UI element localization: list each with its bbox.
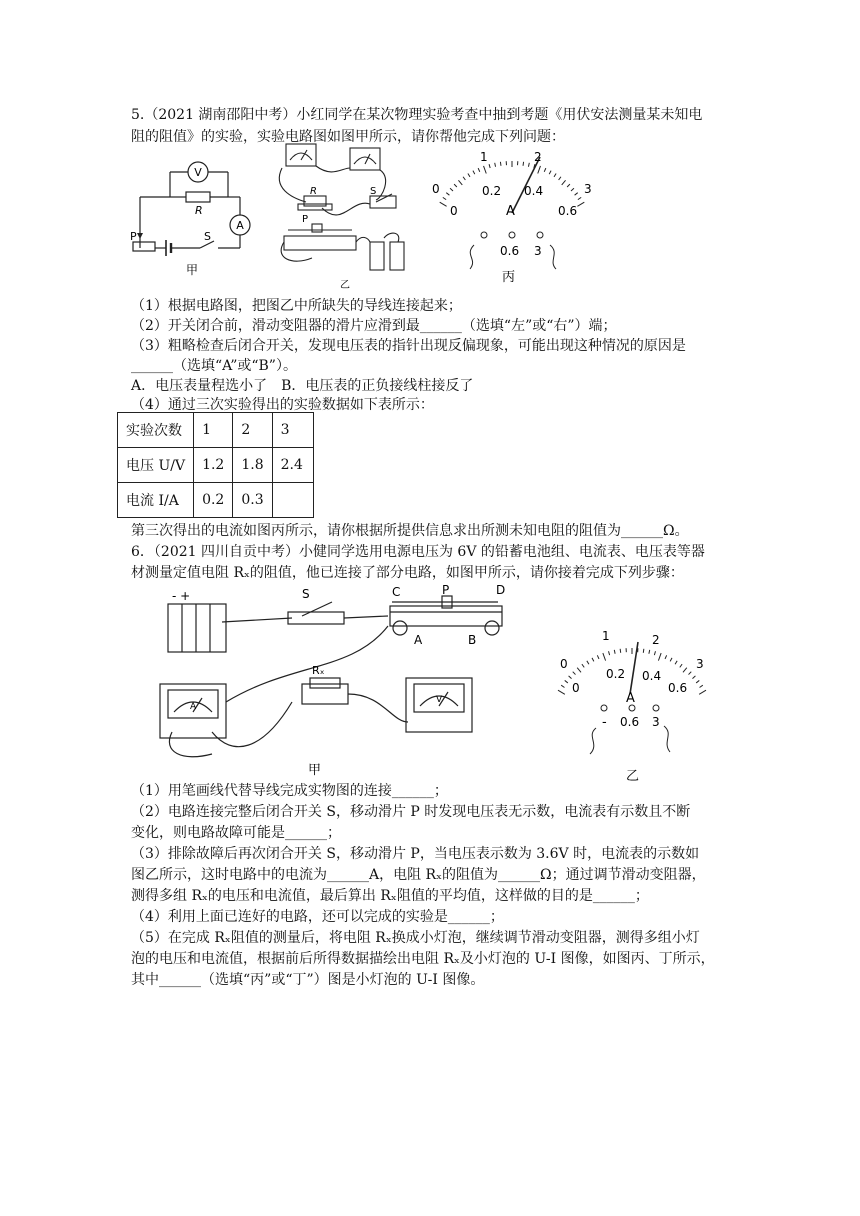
terminal-3: 3 [534,244,542,258]
dial-tick [587,661,589,664]
slider-label: P [130,230,137,243]
q6-step3c: 测得多组 Rₓ的电压和电流值，最后算出 Rₓ阻值的平均值，这样做的目的是______； [131,888,649,904]
table-cell: 1 [194,413,233,448]
dial-tick [443,197,446,199]
dial-tick [468,174,470,177]
dial-tick [699,690,706,694]
dial-outer-tick-0: 0 [560,657,568,671]
dial-tick [658,653,661,661]
q6-ammeter-dial-yi [556,622,716,784]
dial-tick [696,680,699,682]
dial-outer-tick-2: 2 [652,633,660,647]
dial-tick [523,162,524,166]
dial-tick [577,668,581,673]
fig-caption-jia: 甲 [186,263,199,277]
dial-tick [528,163,529,167]
dial-tick [620,649,621,653]
battery-terminals: - + [172,589,191,603]
dial-tick [440,202,447,206]
dial-outer-tick-0: 0 [432,182,440,196]
ammeter-face-label: A [190,702,197,712]
dial-tick [478,168,480,172]
q6-line1: 6．（2021 四川自贡中考）小健同学选用电源电压为 6V 的铅蓄电池组、电流表、电压表等器 [131,544,705,560]
q5-step4: （4）通过三次实验得出的实验数据如下表所示： [131,397,434,413]
terminal-0-6: 0.6 [620,715,640,729]
q5-apparatus-yi [272,138,422,290]
dial-tick [573,672,576,675]
terminal-0-6: 0.6 [500,244,520,258]
dial-inner-tick-1: 0.2 [482,184,502,198]
table-cell [272,483,313,518]
switch-label: S [302,587,310,601]
dial-tick [554,174,556,177]
dial-tick [446,193,449,195]
q6-step5a: （5）在完成 Rₓ阻值的测量后，将电阻 Rₓ换成小灯泡，继续调节滑动变阻器，测得多组小灯 [131,930,700,946]
q6-step2a: （2）电路连接完整后闭合开关 S，移动滑片 P 时发现电压表无示数，电流表有示数且不断 [131,804,691,820]
q5-circuit-diagram-jia [128,152,268,282]
fig-caption-jia: 甲 [308,763,322,778]
dial-tick [654,651,655,655]
dial-tick [582,664,584,667]
q6-step4: （4）利用上面已连好的电路，还可以完成的实验是______； [131,909,504,925]
dial-outer-tick-2: 2 [534,150,542,164]
dial-tick [603,653,606,661]
terminal-minus: - [602,715,607,730]
dial-outer-tick-3: 3 [584,182,592,196]
dial-tick [665,655,667,659]
dial-tick [495,163,496,167]
dial-tick [643,649,644,653]
dial-tick [689,672,692,675]
q5-step3b: ______（选填“A”或“B”）。 [131,358,297,374]
voltmeter-face-label: V [436,695,443,705]
dial-tick [500,162,501,166]
q5-data-table [117,412,314,518]
dial-tick [559,177,561,180]
dial-tick [700,685,703,687]
q6-apparatus-jia [152,582,532,782]
q5-line2: 阻的阻值》的实验，实验电路图如图甲所示，请你帮他完成下列问题： [131,129,565,145]
dial-tick [692,676,695,679]
switch-label: S [370,186,377,197]
dial-tick [569,676,572,679]
ammeter-symbol: A [236,219,244,232]
dial-tick [609,651,610,655]
table-cell: 2.4 [272,448,313,483]
dial-tick [538,166,541,174]
dial-tick [670,658,672,662]
dial-tick [473,171,475,175]
dial-tick [450,188,453,191]
q6-step5b: 泡的电压和电流值，根据前后所得数据描绘出电阻 Rₓ及小灯泡的 U-I 图像，如图丙、丁所示， [131,951,715,967]
table-cell: 3 [272,413,313,448]
fig-caption-yi: 乙 [626,769,640,784]
dial-tick [544,168,546,172]
dial-tick [565,680,568,682]
dial-tick-marks [440,161,585,206]
dial-tick [561,685,564,687]
dial-tick [649,650,650,654]
table-cell: 1.2 [194,448,233,483]
table-row [118,413,314,448]
dial-tick [675,661,677,664]
table-cell: 2 [233,413,272,448]
dial-unit: A [626,691,635,706]
dial-outer-tick-1: 1 [602,629,610,643]
dial-tick [578,197,581,199]
q5-step2: （2）开关闭合前，滑动变阻器的滑片应滑到最______（选填“左”或“右”）端； [131,318,617,334]
fig-caption-bing: 丙 [502,270,516,285]
dial-tick [592,658,594,662]
dial-tick [577,202,584,206]
dial-inner-tick-0: 0 [572,681,580,695]
slider-label: P [442,583,450,597]
resistor-label: R [195,204,203,217]
terminal-c-label: C [392,585,401,599]
table-cell: 电流 I/A [118,483,194,518]
terminal-3: 3 [652,715,660,729]
dial-tick [549,171,551,175]
dial-needle-icon [630,642,638,694]
dial-tick [463,177,465,180]
dial-inner-tick-3: 0.6 [558,204,578,218]
dial-tick [597,655,599,659]
table-cell: 0.2 [194,483,233,518]
q6-step1: （1）用笔画线代替导线完成实物图的连接______； [131,783,448,799]
dial-inner-tick-2: 0.4 [642,669,662,683]
q6-line2: 材测量定值电阻 Rₓ的阻值，他已连接了部分电路，如图甲所示，请你接着完成下列步骤： [131,565,684,581]
q6-step5c: 其中______（选填“丙”或“丁”）图是小灯泡的 U-I 图像。 [131,972,485,988]
dial-inner-tick-3: 0.6 [668,681,688,695]
q5-step3a: （3）粗略检查后闭合开关，发现电压表的指针出现反偏现象，可能出现这种情况的原因是 [131,338,686,354]
dial-outer-tick-3: 3 [696,657,704,671]
dial-tick [571,188,574,191]
dial-tick [683,668,687,673]
fig-caption-yi: 乙 [340,280,350,290]
dial-unit: A [506,204,515,219]
q5-step1: （1）根据电路图，把图乙中所缺失的导线连接起来； [131,298,462,314]
q6-step2b: 变化，则电路故障可能是______； [131,825,341,841]
table-row [118,483,314,518]
table-cell: 1.8 [233,448,272,483]
slider-arrow-icon [137,233,143,239]
table-row [118,448,314,483]
dial-tick [562,180,566,185]
q6-step3b: 图乙所示，这时电路中的电流为______A，电阻 Rₓ的阻值为______Ω；通过调节滑动变阻器， [131,867,706,883]
dial-tick [567,184,570,187]
resistor-label: R [310,186,317,197]
rx-label: Rₓ [312,664,325,677]
dial-tick [614,650,615,654]
dial-tick [558,690,565,694]
dial-inner-tick-0: 0 [450,204,458,218]
q5-step5: 第三次得出的电流如图丙所示，请你根据所提供信息求出所测未知电阻的阻值为______Ω。 [131,523,689,539]
table-cell: 实验次数 [118,413,194,448]
dial-outer-tick-1: 1 [480,150,488,164]
dial-inner-tick-1: 0.2 [606,667,626,681]
dial-tick [489,164,490,168]
q5-step3-options: A．电压表量程选小了 B．电压表的正负接线柱接反了 [131,378,474,394]
terminal-b-label: B [468,633,477,647]
dial-tick [484,166,487,174]
dial-inner-tick-2: 0.4 [524,184,544,198]
q6-step3a: （3）排除故障后再次闭合开关 S，移动滑片 P，当电压表示数为 3.6V 时，电流表的示数如 [131,846,700,862]
slider-label: P [302,214,309,225]
dial-tick [454,184,457,187]
table-cell: 电压 U/V [118,448,194,483]
dial-tick [680,664,682,667]
terminal-d-label: D [496,583,506,597]
dial-tick [458,180,462,185]
dial-tick [575,193,578,195]
switch-label: S [204,230,211,243]
q5-line1: 5.（2021 湖南邵阳中考）小红同学在某次物理实验考查中抽到考题《用伏安法测量某未知电 [131,107,703,123]
voltmeter-symbol: V [194,166,202,179]
terminal-a-label: A [414,633,423,647]
table-cell: 0.3 [233,483,272,518]
q5-ammeter-dial-bing [424,145,604,285]
